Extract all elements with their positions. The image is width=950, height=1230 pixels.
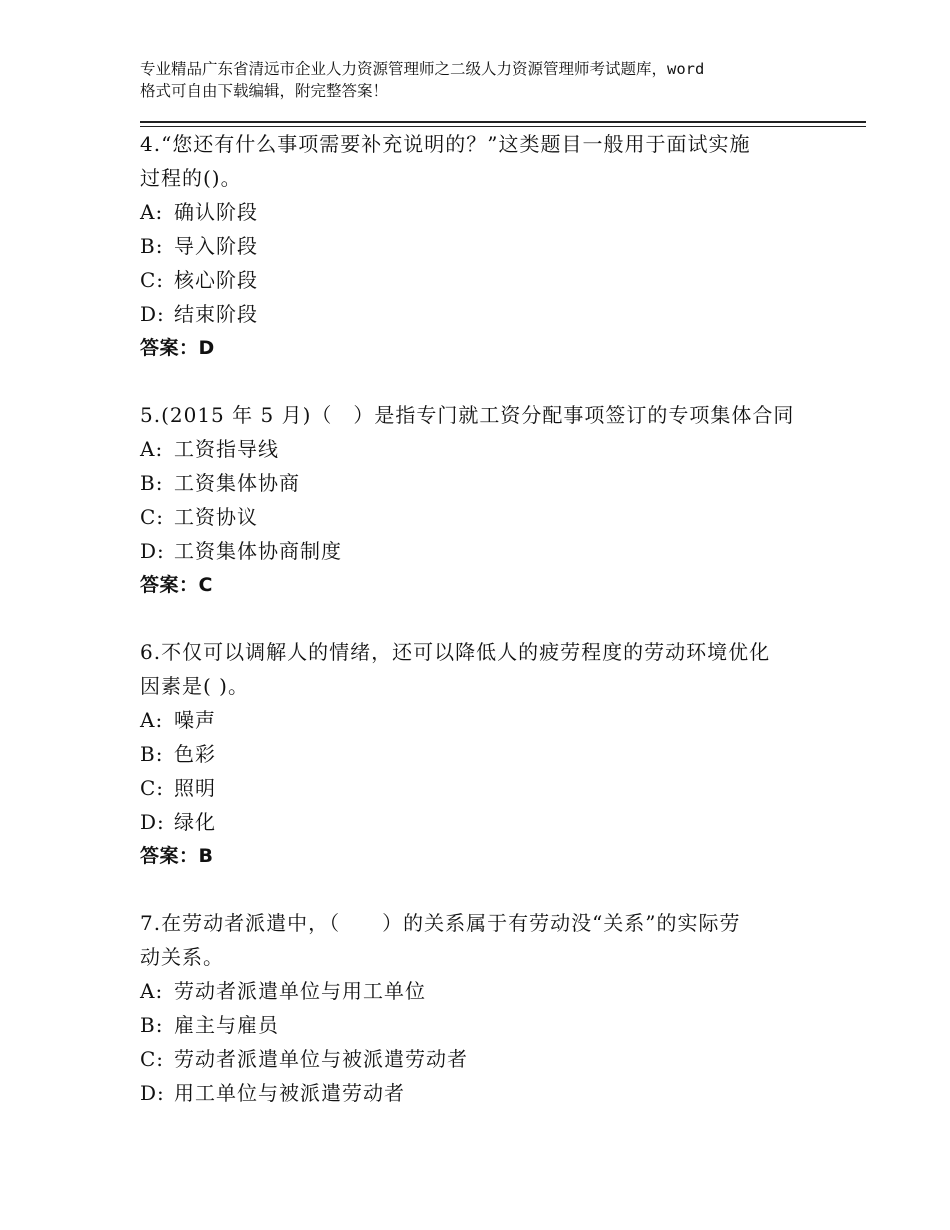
answer-label: 答案：B	[140, 845, 214, 867]
option-d	[140, 805, 840, 839]
header-line-1: 专业精品广东省清远市企业人力资源管理师之二级人力资源管理师考试题库，word	[140, 60, 705, 78]
option-c	[140, 771, 840, 805]
option-a	[140, 703, 840, 737]
question-text-line: 因素是( )。	[140, 674, 249, 698]
answer-label: 答案：C	[140, 574, 213, 596]
option-letter: D:	[140, 810, 165, 834]
option-b	[140, 737, 840, 771]
option-b	[140, 229, 840, 263]
option-b	[140, 1008, 840, 1042]
option-letter: D:	[140, 1081, 165, 1105]
answer-label: 答案：D	[140, 337, 215, 359]
option-text: 工资指导线	[174, 437, 279, 461]
option-text: 劳动者派遣单位与用工单位	[174, 979, 426, 1003]
option-letter: A:	[140, 200, 164, 224]
option-d	[140, 1076, 840, 1110]
option-letter: C:	[140, 776, 165, 800]
option-c	[140, 263, 840, 297]
option-letter: B:	[140, 742, 164, 766]
option-c	[140, 1042, 840, 1076]
option-text: 劳动者派遣单位与被派遣劳动者	[174, 1047, 468, 1071]
option-a	[140, 432, 840, 466]
option-text: 导入阶段	[174, 234, 258, 258]
option-letter: C:	[140, 1047, 165, 1071]
option-a	[140, 195, 840, 229]
option-letter: A:	[140, 437, 164, 461]
option-text: 核心阶段	[174, 268, 258, 292]
option-text: 雇主与雇员	[174, 1013, 279, 1037]
option-letter: B:	[140, 471, 164, 495]
option-text: 结束阶段	[174, 302, 258, 326]
option-letter: D:	[140, 302, 165, 326]
option-letter: C:	[140, 505, 165, 529]
question-text-line: 过程的()。	[140, 166, 242, 190]
question-4	[140, 127, 840, 365]
option-letter: C:	[140, 268, 165, 292]
question-text-line: 6.不仅可以调解人的情绪，还可以降低人的疲劳程度的劳动环境优化	[140, 640, 771, 664]
option-text: 照明	[174, 776, 216, 800]
option-letter: B:	[140, 1013, 164, 1037]
option-text: 色彩	[174, 742, 216, 766]
option-text: 绿化	[174, 810, 216, 834]
question-7	[140, 906, 840, 1110]
option-text: 用工单位与被派遣劳动者	[174, 1081, 405, 1105]
option-d	[140, 297, 840, 331]
option-text: 噪声	[174, 708, 216, 732]
header-line-2: 格式可自由下载编辑，附完整答案！	[140, 82, 389, 100]
question-text-line: 7.在劳动者派遣中，（ ）的关系属于有劳动没“关系”的实际劳	[140, 911, 741, 935]
option-text: 确认阶段	[174, 200, 258, 224]
question-list	[140, 127, 840, 1143]
option-letter: D:	[140, 539, 165, 563]
option-d	[140, 534, 840, 568]
option-letter: B:	[140, 234, 164, 258]
question-6	[140, 635, 840, 873]
option-text: 工资集体协商	[174, 471, 300, 495]
question-text-line: 5.(2015 年 5 月)（ ）是指专门就工资分配事项签订的专项集体合同	[140, 403, 795, 427]
option-c	[140, 500, 840, 534]
question-5	[140, 398, 840, 602]
option-letter: A:	[140, 979, 164, 1003]
option-text: 工资协议	[174, 505, 258, 529]
option-b	[140, 466, 840, 500]
question-text-line: 4.“您还有什么事项需要补充说明的？”这类题目一般用于面试实施	[140, 132, 751, 156]
option-text: 工资集体协商制度	[174, 539, 342, 563]
page-header	[140, 58, 840, 102]
option-letter: A:	[140, 708, 164, 732]
option-a	[140, 974, 840, 1008]
question-text-line: 动关系。	[140, 945, 224, 969]
